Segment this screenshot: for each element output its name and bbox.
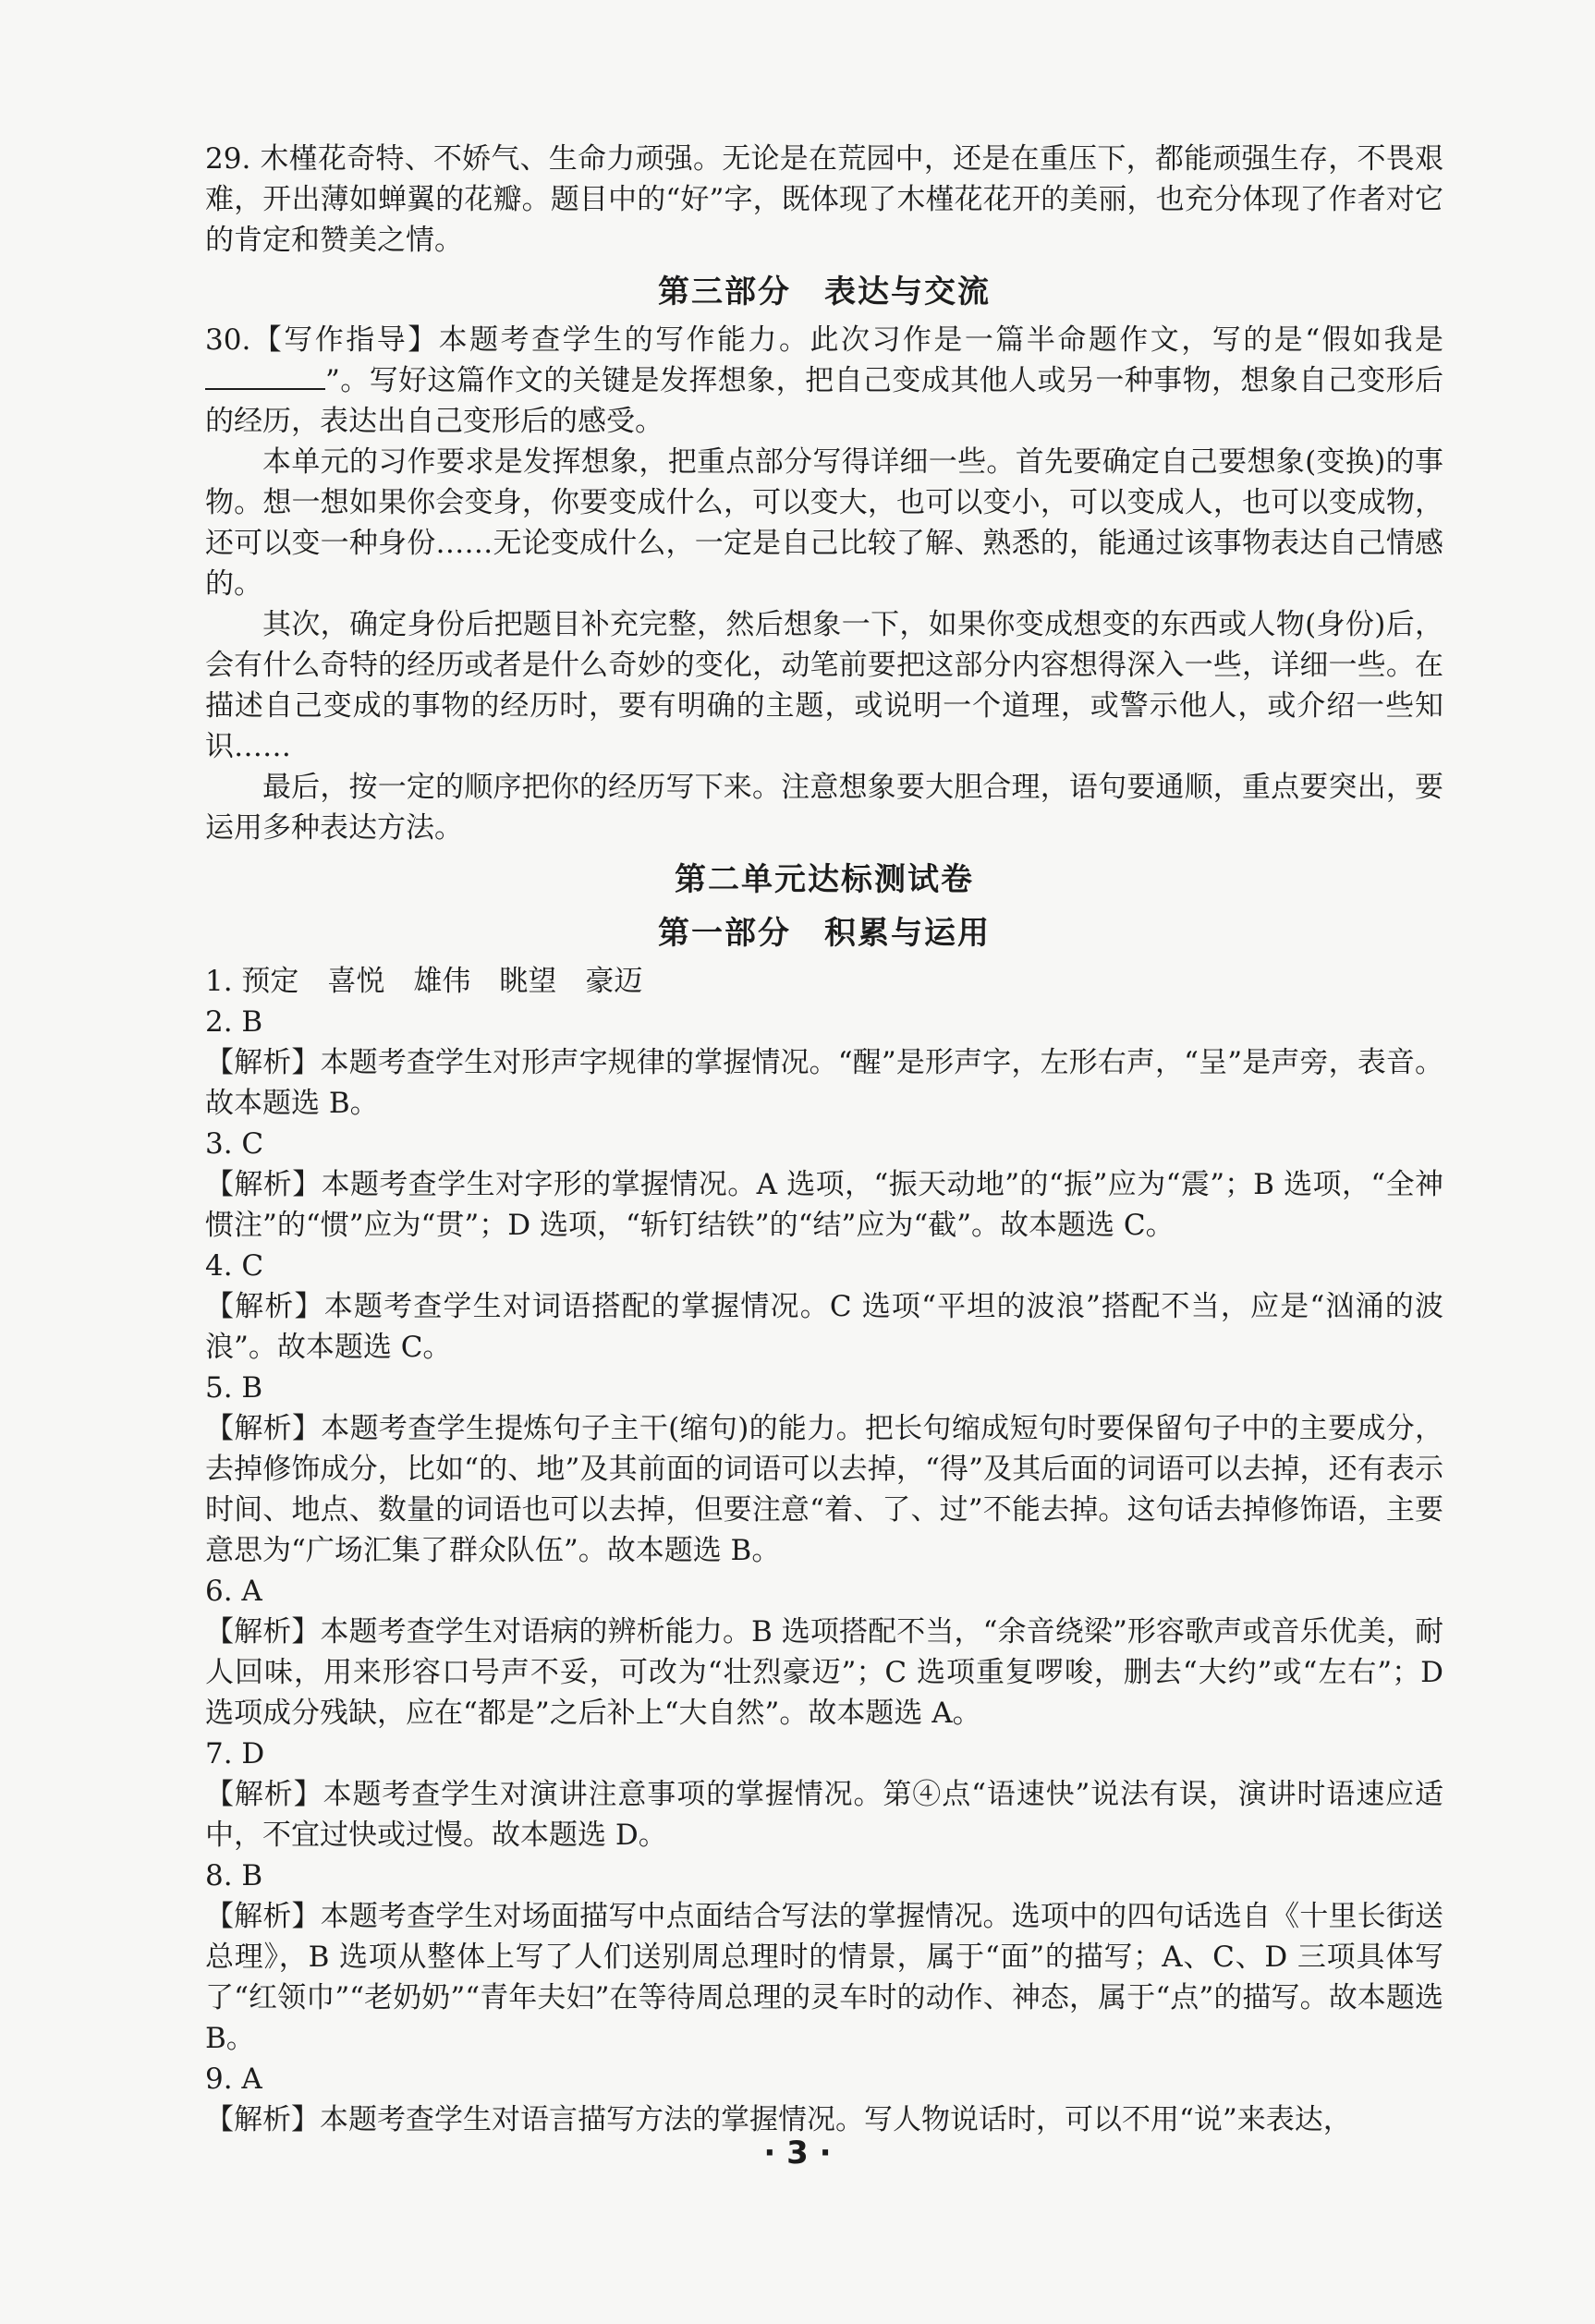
content (205, 139, 1443, 2140)
answer-3-key: 3. C (205, 1127, 264, 1161)
answer-5-key: 5. B (205, 1371, 263, 1405)
answer-30-para-3: 其次，确定身份后把题目补充完整，然后想象一下，如果你变成想变的东西或人物(身份)后，会有什么奇特的经历或者是什么奇妙的变化，动笔前要把这部分内容想得深入一些，详细一些。在描述自己变成的事物的经历时，要有明确的主题，或说明一个道理，或警示他人，或介绍一些知识…… (205, 608, 1443, 763)
answer-9-key: 9. A (205, 2062, 262, 2096)
answer-7-analysis: 【解析】本题考查学生对演讲注意事项的掌握情况。第④点“语速快”说法有误，演讲时语速应适中，不宜过快或过慢。故本题选 D。 (205, 1778, 1443, 1852)
answer-30-intro (205, 320, 1443, 442)
answer-5-analysis: 【解析】本题考查学生提炼句子主干(缩句)的能力。把长句缩成短句时要保留句子中的主要成分，去掉修饰成分，比如“的、地”及其前面的词语可以去掉，“得”及其后面的词语可以去掉，还有表示时间、地点、数量的词语也可以去掉，但要注意“着、了、过”不能去掉。这句话去掉修饰语，主要意思为“广场汇集了群众队伍”。故本题选 B。 (205, 1412, 1443, 1567)
answer-2-analysis: 【解析】本题考查学生对形声字规律的掌握情况。“醒”是形声字，左形右声，“呈”是声旁，表音。故本题选 B。 (205, 1046, 1443, 1120)
answer-30-para-2: 本单元的习作要求是发挥想象，把重点部分写得详细一些。首先要确定自己要想象(变换)的事物。想一想如果你会变身，你要变成什么，可以变大，也可以变小，可以变成人，也可以变成物，还可以变一种身份……无论变成什么，一定是自己比较了解、熟悉的，能通过该事物表达自己情感的。 (205, 445, 1443, 601)
answer-8-key: 8. B (205, 1859, 263, 1892)
fill-blank (205, 360, 325, 390)
answer-1: 1. 预定 喜悦 雄伟 眺望 豪迈 (205, 965, 643, 998)
answer-6-key: 6. A (205, 1575, 262, 1608)
answer-6-analysis: 【解析】本题考查学生对语病的辨析能力。B 选项搭配不当，“余音绕梁”形容歌声或音乐优美，耐人回味，用来形容口号声不妥，可改为“壮烈豪迈”；C 选项重复啰唆，删去“大约”或“左右”；D 选项成分残缺，应在“都是”之后补上“大自然”。故本题选 A。 (205, 1615, 1443, 1730)
answer-30-intro-b: ”。写好这篇作文的关键是发挥想象，把自己变成其他人或另一种事物，想象自己变形后的经历，表达出自己变形后的感受。 (205, 364, 1443, 438)
page-number: · 3 · (763, 2135, 832, 2172)
section-heading-accumulation: 第一部分 积累与运用 (658, 915, 991, 952)
answer-4-analysis: 【解析】本题考查学生对词语搭配的掌握情况。C 选项“平坦的波浪”搭配不当，应是“汹涌的波浪”。故本题选 C。 (205, 1290, 1443, 1364)
answer-8-analysis: 【解析】本题考查学生对场面描写中点面结合写法的掌握情况。选项中的四句话选自《十里长街送总理》，B 选项从整体上写了人们送别周总理时的情景，属于“面”的描写；A、C、D 三项具体写了“红领巾”“老奶奶”“青年夫妇”在等待周总理的灵车时的动作、神态，属于“点”的描写。故本题选 B。 (205, 1900, 1443, 2055)
answer-29: 29. 木槿花奇特、不娇气、生命力顽强。无论是在荒园中，还是在重压下，都能顽强生存，不畏艰难，开出薄如蝉翼的花瓣。题目中的“好”字，既体现了木槿花花开的美丽，也充分体现了作者对它的肯定和赞美之情。 (205, 142, 1443, 257)
answer-7-key: 7. D (205, 1737, 265, 1770)
answer-30-para-4: 最后，按一定的顺序把你的经历写下来。注意想象要大胆合理，语句要通顺，重点要突出，要运用多种表达方法。 (205, 771, 1443, 845)
answer-30-intro-a: 30.【写作指导】本题考查学生的写作能力。此次习作是一篇半命题作文，写的是“假如我是 (205, 323, 1443, 357)
unit-title: 第二单元达标测试卷 (675, 861, 974, 898)
section-heading-expression: 第三部分 表达与交流 (658, 274, 991, 310)
answer-9-analysis: 【解析】本题考查学生对语言描写方法的掌握情况。写人物说话时，可以不用“说”来表达， (205, 2103, 1352, 2136)
answer-4-key: 4. C (205, 1249, 264, 1283)
answer-3-analysis: 【解析】本题考查学生对字形的掌握情况。A 选项，“振天动地”的“振”应为“震”；B 选项，“全神惯注”的“惯”应为“贯”；D 选项，“斩钉结铁”的“结”应为“截”。故本题选 C。 (205, 1168, 1443, 1242)
answer-2-key: 2. B (205, 1005, 263, 1039)
